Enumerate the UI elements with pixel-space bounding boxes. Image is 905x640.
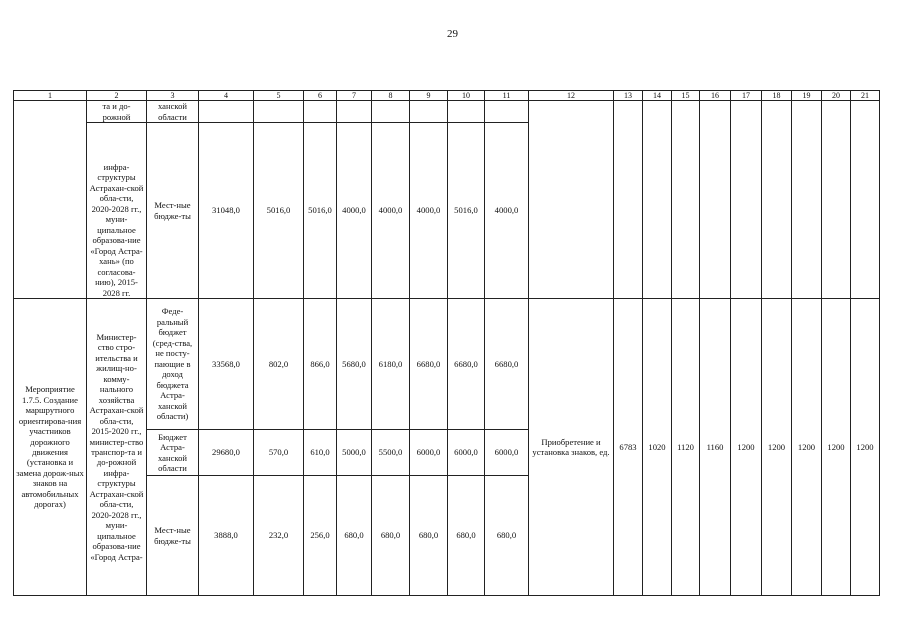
header-cell: 11 [485, 91, 529, 101]
value-cell: 680,0 [337, 476, 372, 596]
table-row [14, 101, 880, 123]
activity-name-cell: Мероприятие 1.7.5. Создание маршрутного ориентирова-ния участников дорожного движения (установка и замена дорож-ных знаков на автомобильных дорогах) [14, 299, 87, 596]
target-cell-empty [700, 101, 731, 299]
value-cell: 256,0 [304, 476, 337, 596]
executor-cell: Министер-ство стро-ительства и жилищ-но-комму-нального хозяйства Астрахан-ской обла-сти, 2015-2020 гг., министер-ство транспор-та и до-рожной инфра-структуры Астрахан-ской обла-сти, 2020-2028 гг., муни-ципальное образова-ние «Город Астра- [87, 299, 147, 596]
value-cell: 31048,0 [199, 123, 254, 299]
value-cell: 6000,0 [485, 430, 529, 476]
value-cell: 29680,0 [199, 430, 254, 476]
target-cell-empty [822, 101, 851, 299]
value-cell: 4000,0 [372, 123, 410, 299]
value-cell: 5016,0 [254, 123, 304, 299]
header-cell: 6 [304, 91, 337, 101]
funding-source-cell: Мест-ные бюдже-ты [147, 476, 199, 596]
value-cell: 5016,0 [448, 123, 485, 299]
header-cell: 1 [14, 91, 87, 101]
header-cell: 2 [87, 91, 147, 101]
target-cell-empty [851, 101, 880, 299]
page-number: 29 [447, 28, 458, 40]
header-cell: 19 [792, 91, 822, 101]
value-cell: 570,0 [254, 430, 304, 476]
header-cell: 7 [337, 91, 372, 101]
value-cell: 4000,0 [337, 123, 372, 299]
value-cell [372, 101, 410, 123]
target-cell: 1020 [643, 299, 672, 596]
target-cell: 6783 [614, 299, 643, 596]
value-cell [254, 101, 304, 123]
target-cell: 1200 [731, 299, 762, 596]
table-row [14, 299, 880, 430]
value-cell [199, 101, 254, 123]
header-cell: 18 [762, 91, 792, 101]
header-cell: 14 [643, 91, 672, 101]
header-row [14, 91, 880, 101]
target-cell: 1160 [700, 299, 731, 596]
value-cell: 5500,0 [372, 430, 410, 476]
funding-source-cell: ханской области [147, 101, 199, 123]
value-cell: 6180,0 [372, 299, 410, 430]
value-cell: 4000,0 [485, 123, 529, 299]
header-cell: 12 [529, 91, 614, 101]
value-cell: 866,0 [304, 299, 337, 430]
indicator-cell: Приобретение и установка знаков, ед. [529, 299, 614, 596]
value-cell: 4000,0 [410, 123, 448, 299]
target-cell-empty [762, 101, 792, 299]
header-cell: 20 [822, 91, 851, 101]
target-cell: 1200 [851, 299, 880, 596]
value-cell: 5016,0 [304, 123, 337, 299]
value-cell [448, 101, 485, 123]
header-cell: 9 [410, 91, 448, 101]
value-cell: 680,0 [485, 476, 529, 596]
header-cell: 16 [700, 91, 731, 101]
value-cell: 680,0 [448, 476, 485, 596]
target-cell-empty [792, 101, 822, 299]
target-cell-empty [672, 101, 700, 299]
value-cell: 610,0 [304, 430, 337, 476]
value-cell: 6000,0 [448, 430, 485, 476]
header-cell: 17 [731, 91, 762, 101]
value-cell [304, 101, 337, 123]
value-cell [485, 101, 529, 123]
value-cell: 232,0 [254, 476, 304, 596]
header-cell: 4 [199, 91, 254, 101]
funding-source-cell: Бюджет Астра-ханской области [147, 430, 199, 476]
executor-cell: инфра-структуры Астрахан-ской обла-сти, 2020-2028 гг., муни-ципальное образова-ние «Город Астра-хань» (по согласова-нию), 2015-2028 гг. [87, 123, 147, 299]
indicator-cell-empty [529, 101, 614, 299]
header-cell: 13 [614, 91, 643, 101]
value-cell: 6000,0 [410, 430, 448, 476]
header-cell: 3 [147, 91, 199, 101]
activity-cell-empty [14, 101, 87, 299]
funding-source-cell: Мест-ные бюдже-ты [147, 123, 199, 299]
value-cell: 6680,0 [485, 299, 529, 430]
value-cell [337, 101, 372, 123]
value-cell: 680,0 [410, 476, 448, 596]
value-cell: 680,0 [372, 476, 410, 596]
header-cell: 21 [851, 91, 880, 101]
value-cell: 33568,0 [199, 299, 254, 430]
value-cell: 5000,0 [337, 430, 372, 476]
value-cell: 6680,0 [410, 299, 448, 430]
target-cell-empty [731, 101, 762, 299]
target-cell: 1200 [762, 299, 792, 596]
header-cell: 5 [254, 91, 304, 101]
header-cell: 8 [372, 91, 410, 101]
target-cell-empty [643, 101, 672, 299]
value-cell: 3888,0 [199, 476, 254, 596]
executor-cell: та и до-рожной [87, 101, 147, 123]
header-cell: 10 [448, 91, 485, 101]
value-cell: 6680,0 [448, 299, 485, 430]
target-cell-empty [614, 101, 643, 299]
value-cell: 5680,0 [337, 299, 372, 430]
funding-source-cell: Феде-ральный бюджет (сред-ства, не посту-пающие в доход бюджета Астра-ханской области) [147, 299, 199, 430]
value-cell [410, 101, 448, 123]
target-cell: 1200 [792, 299, 822, 596]
target-cell: 1200 [822, 299, 851, 596]
header-cell: 15 [672, 91, 700, 101]
value-cell: 802,0 [254, 299, 304, 430]
target-cell: 1120 [672, 299, 700, 596]
budget-table [13, 90, 880, 596]
